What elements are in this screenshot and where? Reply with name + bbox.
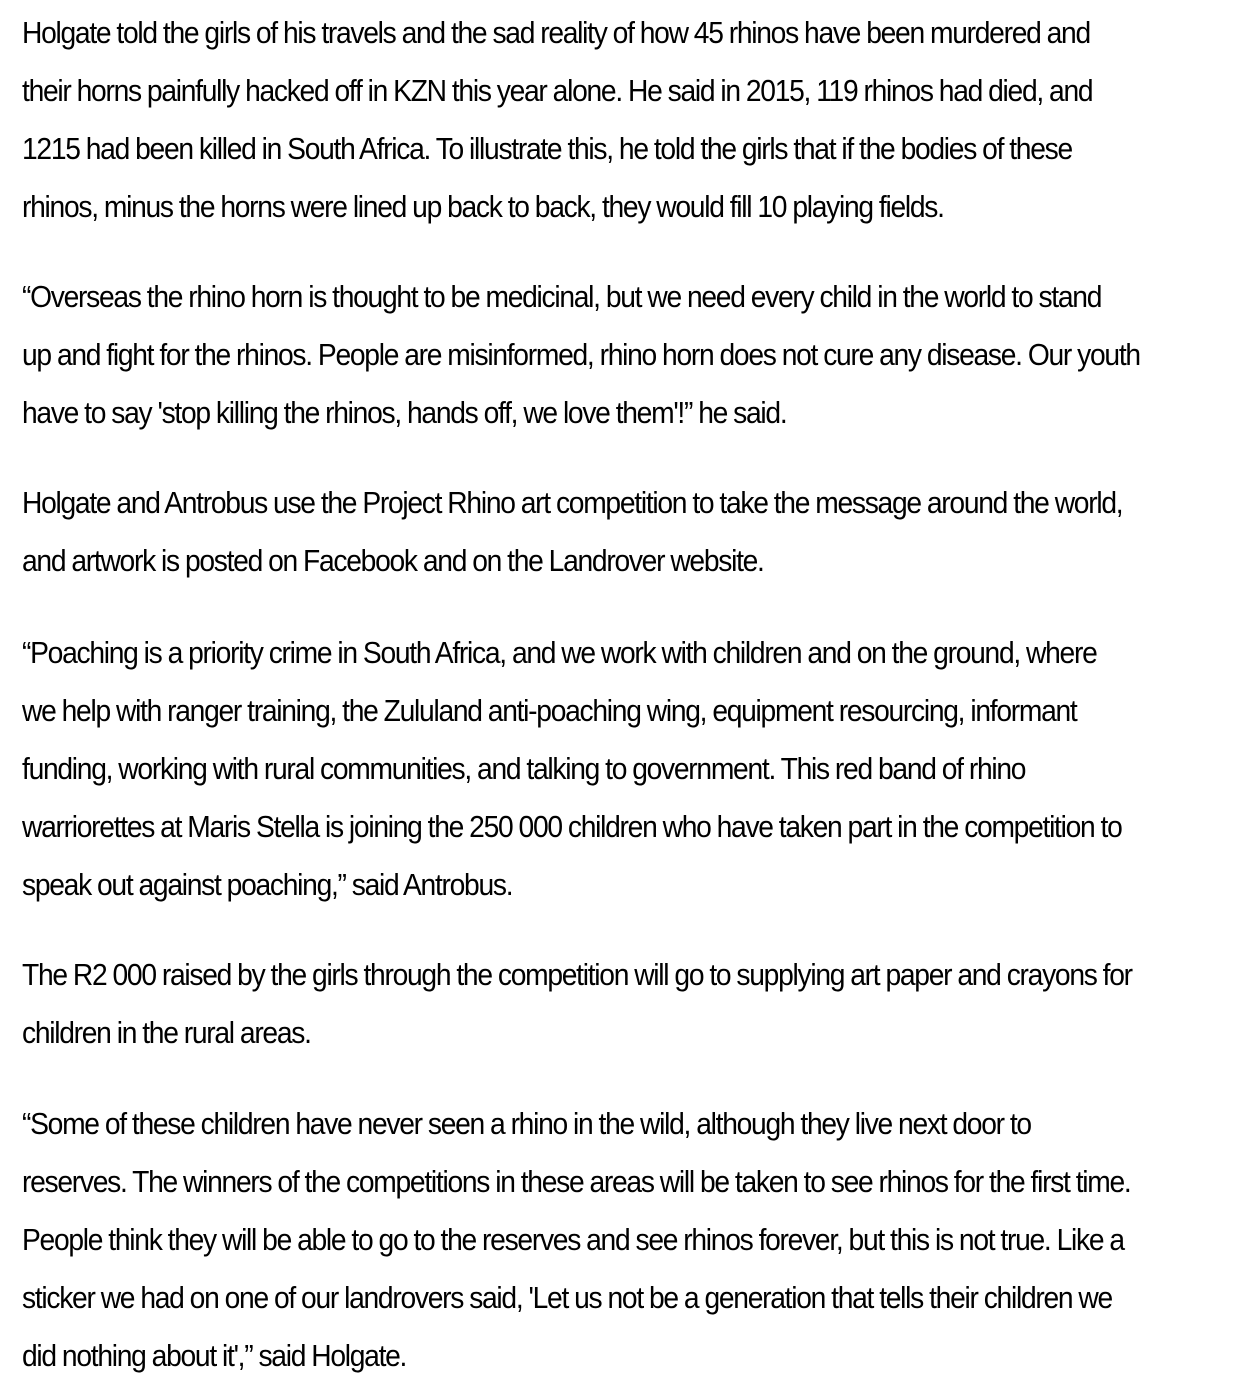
text-line: funding, working with rural communities, and talking to government. This red band of rhino	[22, 751, 1026, 786]
paragraph	[22, 946, 1132, 1062]
text-line: “Overseas the rhino horn is thought to be medicinal, but we need every child in the world to stand	[22, 279, 1102, 314]
text-line: children in the rural areas.	[22, 1015, 311, 1050]
paragraph	[22, 1095, 1130, 1385]
text-line: 1215 had been killed in South Africa. To illustrate this, he told the girls that if the bodies of these	[22, 131, 1072, 166]
text-line: warriorettes at Maris Stella is joining the 250 000 children who have taken part in the competition to	[22, 809, 1122, 844]
paragraph	[22, 268, 1140, 442]
text-line: and artwork is posted on Facebook and on the Landrover website.	[22, 543, 764, 578]
text-line: “Poaching is a priority crime in South Africa, and we work with children and on the ground, where	[22, 635, 1097, 670]
text-line: their horns painfully hacked off in KZN this year alone. He said in 2015, 119 rhinos had died, and	[22, 73, 1093, 108]
text-line: did nothing about it',” said Holgate.	[22, 1338, 407, 1373]
text-line: have to say 'stop killing the rhinos, hands off, we love them'!” he said.	[22, 395, 787, 430]
text-line: sticker we had on one of our landrovers said, 'Let us not be a generation that tells their children we	[22, 1280, 1112, 1315]
text-line: “Some of these children have never seen a rhino in the wild, although they live next door to	[22, 1106, 1031, 1141]
text-line: we help with ranger training, the Zululand anti-poaching wing, equipment resourcing, informant	[22, 693, 1077, 728]
text-line: Holgate told the girls of his travels and the sad reality of how 45 rhinos have been murdered and	[22, 15, 1090, 50]
text-line: up and fight for the rhinos. People are misinformed, rhino horn does not cure any disease. Our youth	[22, 337, 1140, 372]
text-line: speak out against poaching,” said Antrobus.	[22, 867, 513, 902]
text-line: People think they will be able to go to the reserves and see rhinos forever, but this is not true. Like a	[22, 1222, 1124, 1257]
text-line: Holgate and Antrobus use the Project Rhino art competition to take the message around the world,	[22, 485, 1123, 520]
text-line: reserves. The winners of the competitions in these areas will be taken to see rhinos for the first time.	[22, 1164, 1131, 1199]
text-line: The R2 000 raised by the girls through the competition will go to supplying art paper and crayons for	[22, 957, 1132, 992]
paragraph	[22, 624, 1122, 914]
paragraph	[22, 4, 1092, 236]
text-line: rhinos, minus the horns were lined up back to back, they would fill 10 playing fields.	[22, 189, 944, 224]
paragraph	[22, 474, 1122, 590]
